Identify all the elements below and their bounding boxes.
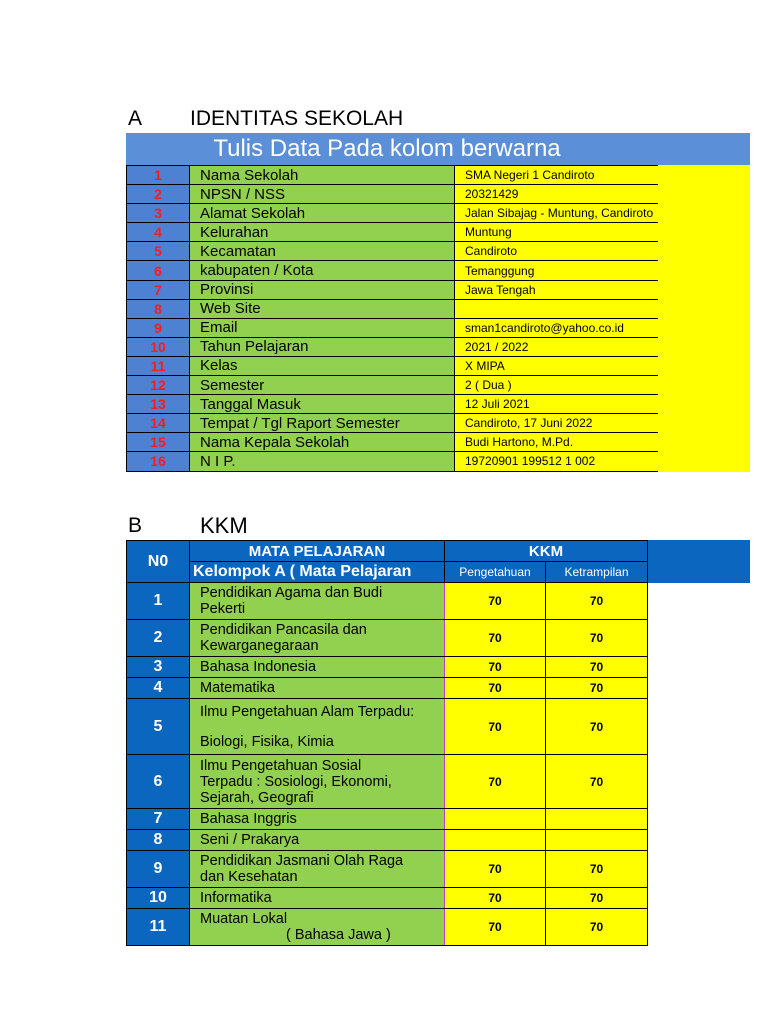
group-label: Kelompok A ( Mata Pelajaran xyxy=(190,562,445,583)
row-label: Kelurahan xyxy=(190,223,455,242)
subject-line: Sejarah, Geografi xyxy=(200,789,314,806)
yellow-column-extension xyxy=(648,165,750,472)
section-a-title: IDENTITAS SEKOLAH xyxy=(190,107,404,130)
subject-name xyxy=(190,755,445,809)
subject-name xyxy=(190,699,445,755)
row-label: Semester xyxy=(190,376,455,395)
row-number: 13 xyxy=(127,395,190,414)
kkm-ketrampilan-value[interactable]: 70 xyxy=(546,851,648,888)
kkm-pengetahuan-value[interactable]: 70 xyxy=(445,620,546,657)
subject-line: Ilmu Pengetahuan Alam Terpadu: xyxy=(200,703,415,720)
identity-row xyxy=(127,452,659,471)
subject-name xyxy=(190,909,445,946)
identity-row xyxy=(127,166,659,185)
identity-row xyxy=(127,433,659,452)
row-value[interactable]: 2 ( Dua ) xyxy=(455,376,659,395)
col-pengetahuan: Pengetahuan xyxy=(445,562,546,583)
kkm-pengetahuan-value[interactable]: 70 xyxy=(445,583,546,620)
identity-row xyxy=(127,280,659,299)
kkm-row xyxy=(127,888,648,909)
identity-table xyxy=(126,165,658,472)
row-number: 6 xyxy=(127,261,190,280)
row-number: 5 xyxy=(127,242,190,261)
row-value[interactable]: 12 Juli 2021 xyxy=(455,395,659,414)
row-label: Provinsi xyxy=(190,280,455,299)
row-label: Nama Kepala Sekolah xyxy=(190,433,455,452)
subject-line: Pendidikan Pancasila dan xyxy=(200,622,367,638)
row-value[interactable]: 2021 / 2022 xyxy=(455,337,659,356)
row-number: 1 xyxy=(127,166,190,185)
identity-row xyxy=(127,261,659,280)
kkm-pengetahuan-value[interactable]: 70 xyxy=(445,888,546,909)
row-number: 16 xyxy=(127,452,190,471)
kkm-row-number: 10 xyxy=(127,888,190,909)
row-value[interactable]: Budi Hartono, M.Pd. xyxy=(455,433,659,452)
kkm-row xyxy=(127,851,648,888)
row-label: Tahun Pelajaran xyxy=(190,337,455,356)
kkm-row-number: 1 xyxy=(127,583,190,620)
identity-row xyxy=(127,395,659,414)
kkm-row-number: 7 xyxy=(127,809,190,830)
kkm-row-number: 6 xyxy=(127,755,190,809)
row-number: 15 xyxy=(127,433,190,452)
header-subject: MATA PELAJARAN xyxy=(190,541,445,562)
kkm-row xyxy=(127,809,648,830)
subject-line: Kewarganegaraan xyxy=(200,638,319,654)
kkm-pengetahuan-value[interactable]: 70 xyxy=(445,755,546,809)
subject-line: Biologi, Fisika, Kimia xyxy=(200,733,334,750)
kkm-pengetahuan-value[interactable] xyxy=(445,809,546,830)
row-number: 9 xyxy=(127,318,190,337)
subject-name xyxy=(190,620,445,657)
row-label: Nama Sekolah xyxy=(190,166,455,185)
row-value[interactable]: Temanggung xyxy=(455,261,659,280)
subject-name xyxy=(190,851,445,888)
identity-row xyxy=(127,318,659,337)
kkm-pengetahuan-value[interactable]: 70 xyxy=(445,851,546,888)
subject-line: Pendidikan Agama dan Budi xyxy=(200,585,383,601)
kkm-row-number: 8 xyxy=(127,830,190,851)
subject-name xyxy=(190,678,445,699)
row-number: 4 xyxy=(127,223,190,242)
col-ketrampilan: Ketrampilan xyxy=(546,562,648,583)
row-label: NPSN / NSS xyxy=(190,185,455,204)
subject-line: Pekerti xyxy=(200,601,246,617)
identity-row xyxy=(127,299,659,318)
row-value[interactable]: sman1candiroto@yahoo.co.id xyxy=(455,318,659,337)
kkm-row xyxy=(127,583,648,620)
kkm-row-number: 4 xyxy=(127,678,190,699)
kkm-pengetahuan-value[interactable] xyxy=(445,830,546,851)
row-number: 7 xyxy=(127,280,190,299)
row-value[interactable]: Candiroto, 17 Juni 2022 xyxy=(455,414,659,433)
subject-line: Terpadu : Sosiologi, Ekonomi, xyxy=(200,773,392,790)
identity-row xyxy=(127,376,659,395)
subject-line: Bahasa Indonesia xyxy=(200,659,317,675)
row-number: 10 xyxy=(127,337,190,356)
subject-line xyxy=(200,720,444,734)
banner-text: Tulis Data Pada kolom berwarna xyxy=(213,135,561,162)
row-number: 11 xyxy=(127,356,190,375)
row-value[interactable]: Muntung xyxy=(455,223,659,242)
kkm-ketrampilan-value[interactable] xyxy=(546,809,648,830)
kkm-row xyxy=(127,755,648,809)
row-number: 2 xyxy=(127,185,190,204)
subject-line: Informatika xyxy=(200,890,272,906)
kkm-pengetahuan-value[interactable]: 70 xyxy=(445,699,546,755)
subject-line: Bahasa Inggris xyxy=(200,811,297,827)
subject-line: dan Kesehatan xyxy=(200,869,298,885)
subject-name xyxy=(190,583,445,620)
kkm-row-number: 9 xyxy=(127,851,190,888)
row-value[interactable]: SMA Negeri 1 Candiroto xyxy=(455,166,659,185)
kkm-ketrampilan-value[interactable]: 70 xyxy=(546,678,648,699)
kkm-pengetahuan-value[interactable]: 70 xyxy=(445,909,546,946)
row-label: Web Site xyxy=(190,299,455,318)
identity-row xyxy=(127,185,659,204)
row-value[interactable]: 19720901 199512 1 002 xyxy=(455,452,659,471)
subject-name xyxy=(190,657,445,678)
kkm-row-number: 11 xyxy=(127,909,190,946)
row-number: 3 xyxy=(127,204,190,223)
kkm-ketrampilan-value[interactable]: 70 xyxy=(546,755,648,809)
identity-row xyxy=(127,356,659,375)
subject-line: Ilmu Pengetahuan Sosial xyxy=(200,757,362,774)
row-value[interactable]: 20321429 xyxy=(455,185,659,204)
subject-line: Pendidikan Jasmani Olah Raga xyxy=(200,853,404,869)
kkm-ketrampilan-value[interactable]: 70 xyxy=(546,583,648,620)
kkm-ketrampilan-value[interactable]: 70 xyxy=(546,909,648,946)
kkm-header-extension xyxy=(648,540,750,583)
kkm-ketrampilan-value[interactable]: 70 xyxy=(546,699,648,755)
header-no: N0 xyxy=(127,541,190,583)
kkm-pengetahuan-value[interactable]: 70 xyxy=(445,657,546,678)
kkm-ketrampilan-value[interactable] xyxy=(546,830,648,851)
row-label: kabupaten / Kota xyxy=(190,261,455,280)
row-number: 8 xyxy=(127,299,190,318)
identity-row xyxy=(127,337,659,356)
kkm-row xyxy=(127,620,648,657)
subject-name xyxy=(190,809,445,830)
identity-row xyxy=(127,204,659,223)
kkm-row xyxy=(127,830,648,851)
row-value[interactable] xyxy=(455,299,659,318)
row-number: 12 xyxy=(127,376,190,395)
section-a-letter: A xyxy=(128,107,143,130)
row-value[interactable]: X MIPA xyxy=(455,356,659,375)
subject-line: ( Bahasa Jawa ) xyxy=(286,927,391,943)
row-label: Email xyxy=(190,318,455,337)
identity-row xyxy=(127,242,659,261)
subject-line: Muatan Lokal xyxy=(200,911,288,927)
row-value[interactable]: Jalan Sibajag - Muntung, Candiroto xyxy=(455,204,659,223)
subject-line: Seni / Prakarya xyxy=(200,832,300,848)
section-b-letter: B xyxy=(128,514,143,537)
kkm-row-number: 5 xyxy=(127,699,190,755)
row-value[interactable]: Candiroto xyxy=(455,242,659,261)
subject-name xyxy=(190,888,445,909)
header-kkm: KKM xyxy=(445,541,648,562)
row-value[interactable]: Jawa Tengah xyxy=(455,280,659,299)
subject-name xyxy=(190,830,445,851)
identity-row xyxy=(127,414,659,433)
kkm-pengetahuan-value[interactable]: 70 xyxy=(445,678,546,699)
kkm-row xyxy=(127,678,648,699)
row-label: Kelas xyxy=(190,356,455,375)
kkm-table xyxy=(126,540,648,946)
kkm-row xyxy=(127,699,648,755)
kkm-ketrampilan-value[interactable]: 70 xyxy=(546,657,648,678)
row-number: 14 xyxy=(127,414,190,433)
kkm-row-number: 3 xyxy=(127,657,190,678)
row-label: N I P. xyxy=(190,452,455,471)
row-label: Tempat / Tgl Raport Semester xyxy=(190,414,455,433)
kkm-row xyxy=(127,657,648,678)
kkm-ketrampilan-value[interactable]: 70 xyxy=(546,620,648,657)
section-b-title: KKM xyxy=(200,513,248,538)
kkm-ketrampilan-value[interactable]: 70 xyxy=(546,888,648,909)
row-label: Alamat Sekolah xyxy=(190,204,455,223)
subject-line: Matematika xyxy=(200,680,275,696)
kkm-row-number: 2 xyxy=(127,620,190,657)
kkm-row xyxy=(127,909,648,946)
row-label: Kecamatan xyxy=(190,242,455,261)
row-label: Tanggal Masuk xyxy=(190,395,455,414)
identity-row xyxy=(127,223,659,242)
